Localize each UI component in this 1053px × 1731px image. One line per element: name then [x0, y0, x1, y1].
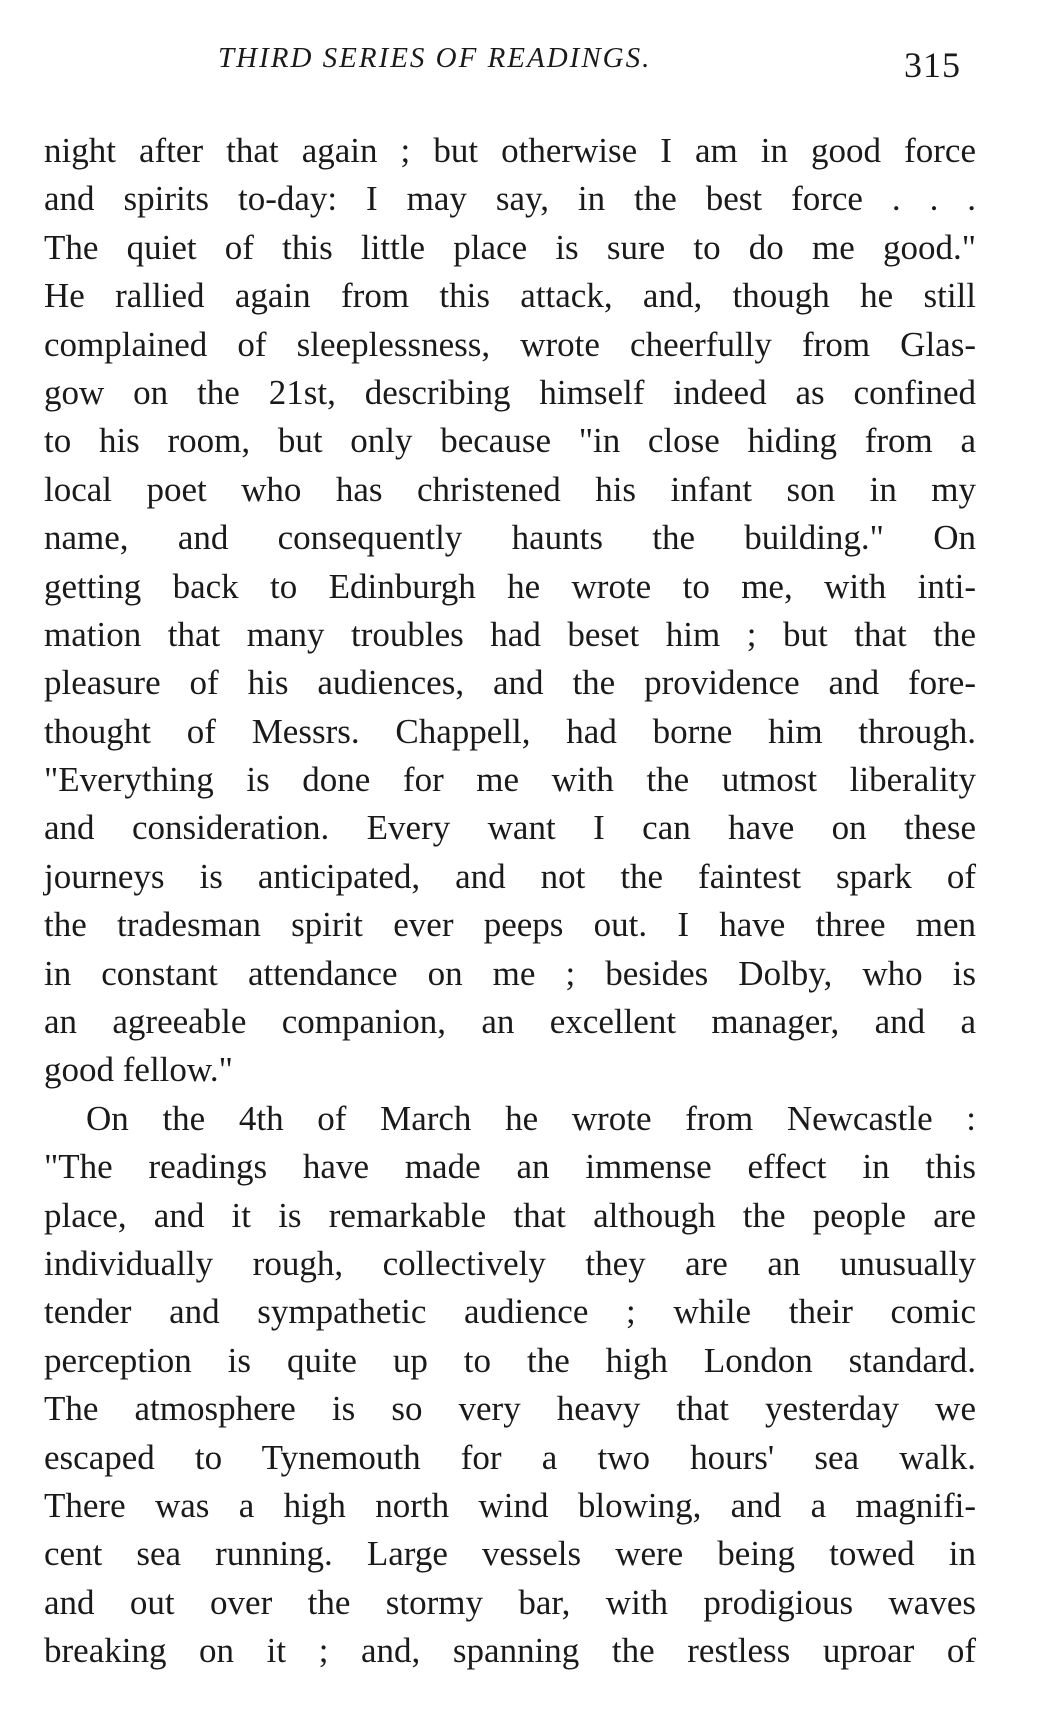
- text-line: name, and consequently haunts the building." On: [44, 518, 976, 558]
- text-line: perception is quite up to the high London standard.: [44, 1340, 976, 1380]
- text-line: thought of Messrs. Chappell, had borne him through.: [44, 711, 976, 751]
- text-line: individually rough, collectively they are an unusually: [44, 1243, 976, 1283]
- page-number: 315: [904, 45, 961, 85]
- text-line: "The readings have made an immense effect in this: [44, 1147, 976, 1187]
- text-line: The quiet of this little place is sure to do me good.": [44, 227, 976, 267]
- text-line: The atmosphere is so very heavy that yesterday we: [44, 1389, 976, 1429]
- text-line: pleasure of his audiences, and the providence and fore-: [44, 663, 976, 703]
- text-line: local poet who has christened his infant son in my: [44, 469, 976, 509]
- text-line: good fellow.": [44, 1050, 233, 1090]
- text-line: tender and sympathetic audience ; while their comic: [44, 1292, 976, 1332]
- text-line: On the 4th of March he wrote from Newcastle :: [86, 1098, 976, 1138]
- text-line: in constant attendance on me ; besides Dolby, who is: [44, 953, 976, 993]
- text-line: cent sea running. Large vessels were being towed in: [44, 1534, 976, 1574]
- text-line: the tradesman spirit ever peeps out. I have three men: [44, 905, 976, 945]
- text-line: and consideration. Every want I can have on these: [44, 808, 976, 848]
- text-line: complained of sleeplessness, wrote cheerfully from Glas-: [44, 324, 976, 364]
- text-line: There was a high north wind blowing, and a magnifi-: [44, 1485, 976, 1525]
- text-line: to his room, but only because "in close hiding from a: [44, 421, 976, 461]
- text-line: breaking on it ; and, spanning the restless uproar of: [44, 1631, 976, 1671]
- text-line: getting back to Edinburgh he wrote to me, with inti-: [44, 566, 976, 606]
- text-line: an agreeable companion, an excellent manager, and a: [44, 1002, 976, 1042]
- text-line: mation that many troubles had beset him ; but that the: [44, 614, 976, 654]
- running-head: THIRD SERIES OF READINGS.: [218, 42, 652, 74]
- text-line: "Everything is done for me with the utmost liberality: [44, 760, 976, 800]
- text-line: escaped to Tynemouth for a two hours' sea walk.: [44, 1437, 976, 1477]
- text-line: journeys is anticipated, and not the faintest spark of: [44, 856, 976, 896]
- body-text: [44, 127, 976, 1676]
- text-line: place, and it is remarkable that although the people are: [44, 1195, 976, 1235]
- text-line: and spirits to-day: I may say, in the best force . . .: [44, 179, 976, 219]
- text-line: He rallied again from this attack, and, though he still: [44, 276, 976, 316]
- text-line: night after that again ; but otherwise I am in good force: [44, 131, 976, 170]
- text-line: gow on the 21st, describing himself indeed as confined: [44, 372, 976, 412]
- text-line: and out over the stormy bar, with prodigious waves: [44, 1582, 976, 1622]
